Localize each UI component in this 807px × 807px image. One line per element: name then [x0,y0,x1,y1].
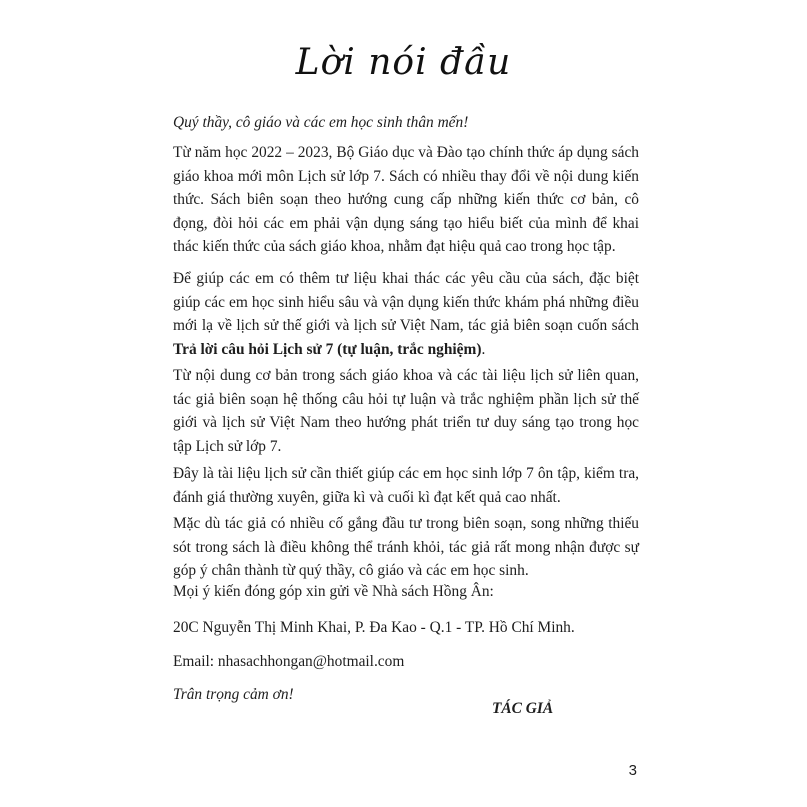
paragraph-4-text: Đây là tài liệu lịch sử cần thiết giúp các em học sinh lớp 7 ôn tập, kiểm tra, đánh giá thường xuyên, giữa kì và cuối kì đạt kết quả cao nhất. [173,465,639,506]
paragraph-2-end: . [481,340,486,358]
paragraph-5-text: Mặc dù tác giả có nhiều cố gắng đầu tư trong biên soạn, song những thiếu sót trong sách là điều không thể tránh khỏi, tác giả rất mong nhận được sự góp ý chân thành từ quý thầy, cô giáo và các em học sinh. [173,515,639,579]
author-signature: TÁC GIẢ [492,700,554,717]
paragraph-2-text: Để giúp các em có thêm tư liệu khai thác các yêu cầu của sách, đặc biệt giúp các em học sinh hiểu sâu và vận dụng kiến thức khám phá những điều mới lạ về lịch sử thế giới và lịch sử Việt Nam, tác giả biên soạn cuốn sách [173,270,639,334]
paragraph-2 [173,267,639,361]
paragraph-3-text: Từ nội dung cơ bản trong sách giáo khoa và các tài liệu lịch sử liên quan, tác giả biên soạn hệ thống câu hỏi tự luận và trắc nghiệm phần lịch sử thế giới và lịch sử Việt Nam theo hướng phát triển tư duy sáng tạo trong học tập Lịch sử lớp 7. [173,367,639,455]
paragraph-4 [173,462,639,509]
paragraph-5 [173,512,639,583]
page-number: 3 [628,762,637,779]
book-title-bold: Trả lời câu hỏi Lịch sử 7 (tự luận, trắc nghiệm) [173,340,482,358]
closing-thanks: Trân trọng cảm ơn! [173,686,294,703]
paragraph-1-text: Từ năm học 2022 – 2023, Bộ Giáo dục và Đào tạo chính thức áp dụng sách giáo khoa mới môn Lịch sử lớp 7. Sách có nhiều thay đổi về nội dung kiến thức. Sách biên soạn theo hướng cung cấp những kiến thức cơ bản, cô đọng, đòi hỏi các em phải vận dụng sáng tạo hiểu biết của mình để khai thác kiến thức của sách giáo khoa, nhằm đạt hiệu quả cao trong học tập. [173,144,639,255]
paragraph-1 [173,141,639,259]
contact-intro: Mọi ý kiến đóng góp xin gửi về Nhà sách Hồng Ân: [173,583,494,600]
page-title: Lời nói đầu [295,42,512,83]
contact-email: Email: nhasachhongan@hotmail.com [173,653,405,670]
contact-address: 20C Nguyễn Thị Minh Khai, P. Đa Kao - Q.1 - TP. Hồ Chí Minh. [173,619,575,636]
greeting: Quý thầy, cô giáo và các em học sinh thân mến! [173,114,469,131]
paragraph-3 [173,364,639,458]
